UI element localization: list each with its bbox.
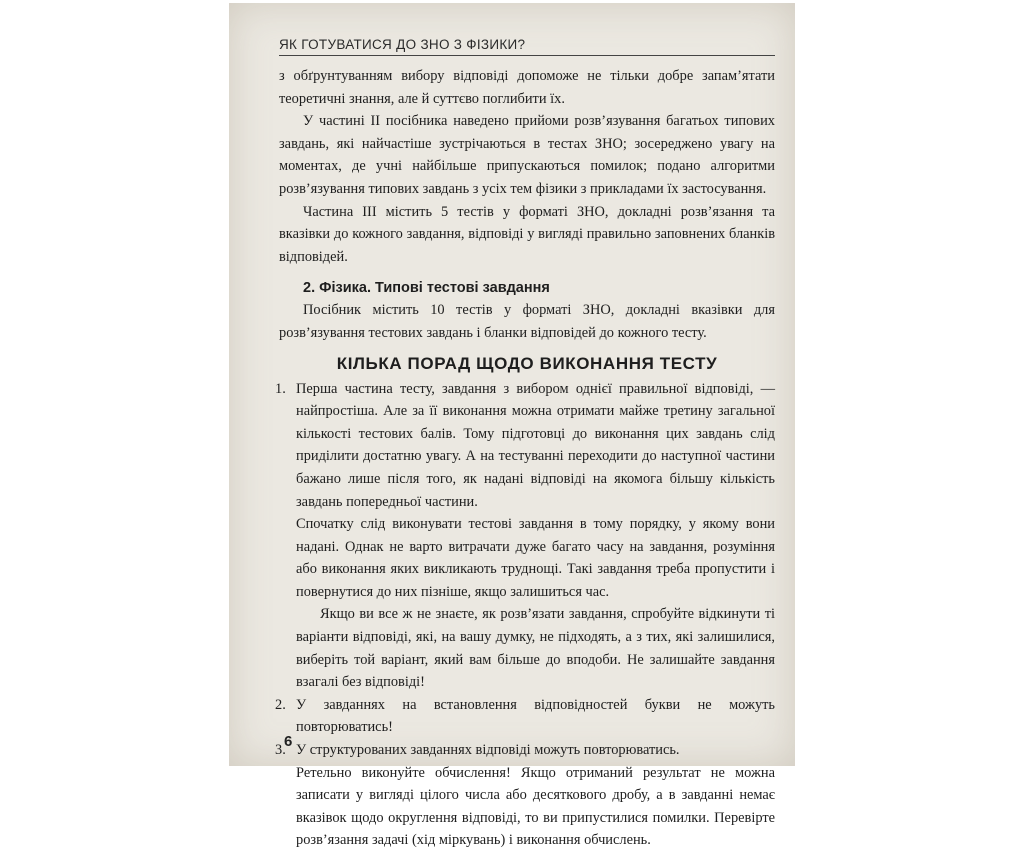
tip-number: 2. bbox=[275, 696, 286, 713]
tip-item-1 bbox=[275, 378, 775, 694]
tip-number: 3. bbox=[275, 742, 286, 759]
intro-paragraph-1: з обґрунтуванням вибору відповіді допоможе не тільки добре запам’ятати теоретичні знання, але й суттєво поглибити їх. bbox=[279, 68, 775, 107]
running-header: ЯК ГОТУВАТИСЯ ДО ЗНО З ФІЗИКИ? bbox=[279, 37, 775, 56]
section-2-heading: 2. Фізика. Типові тестові завдання bbox=[303, 280, 550, 297]
section-2-paragraph: Посібник містить 10 тестів у форматі ЗНО, докладні вказівки для розв’язування тестових завдань і бланки відповідей до кожного тесту. bbox=[279, 302, 775, 341]
tips-heading: КІЛЬКА ПОРАД ЩОДО ВИКОНАННЯ ТЕСТУ bbox=[336, 353, 718, 373]
tip-1-paragraph-2: Спочатку слід виконувати тестові завдання в тому порядку, у якому вони надані. Однак не варто витрачати дуже багато часу на завдання, розуміння або виконання яких викликають труднощі. Такі завдання треба пропустити і повернутися до них пізніше, якщо залишиться час. bbox=[296, 516, 775, 600]
tip-item-3 bbox=[275, 739, 775, 852]
intro-paragraph-3: Частина III містить 5 тестів у форматі ЗНО, докладні розв’язання та вказівки до кожного завдання, відповіді у вигляді правильно заповнених бланків відповідей. bbox=[279, 203, 775, 265]
tips-list bbox=[275, 378, 775, 852]
book-page bbox=[229, 3, 795, 849]
tip-3-paragraph-2: Ретельно виконуйте обчислення! Якщо отриманий результат не можна записати у вигляді цілого числа або десяткового дробу, а в завданні немає вказівок щодо округлення відповіді, то ви припустилися помилки. Перевірте розв’язання задачі (хід міркувань) і виконання обчислень. bbox=[296, 764, 775, 849]
tip-1-paragraph-1: Перша частина тесту, завдання з вибором однієї правильної відповіді, — найпростіша. Але за її виконання можна отримати майже третину загальної кількості тестових балів. Тому підготовці до виконання цих завдань слід приділити достатню увагу. А на тестуванні переходити до наступної частини бажано лише після того, як надані відповіді на якомога більшу кількість завдань попередньої частини. bbox=[296, 380, 775, 510]
page-content bbox=[275, 65, 775, 852]
tip-2-paragraph-1: У завданнях на встановлення відповідностей букви не можуть повторюватись! bbox=[296, 696, 775, 736]
tip-1-paragraph-3: Якщо ви все ж не знаєте, як розв’язати завдання, спробуйте відкинути ті варіанти відповіді, які, на вашу думку, не підходять, а з тих, які залишилися, виберіть той варіант, який вам більше до вподоби. Не залишайте завдання взагалі без відповіді! bbox=[296, 606, 775, 691]
page-number: 6 bbox=[284, 733, 293, 750]
tip-3-paragraph-1: У структурованих завданнях відповіді можуть повторюватись. bbox=[296, 742, 680, 759]
tip-item-2 bbox=[275, 694, 775, 739]
tip-number: 1. bbox=[275, 380, 286, 397]
intro-paragraph-2: У частині II посібника наведено прийоми розв’язування багатьох типових завдань, які найчастіше зустрічаються в тестах ЗНО; зосереджено увагу на моментах, де учні найбільше припускаються помилок; подано алгоритми розв’язування типових завдань з усіх тем фізики з прикладами їх застосування. bbox=[279, 113, 775, 197]
